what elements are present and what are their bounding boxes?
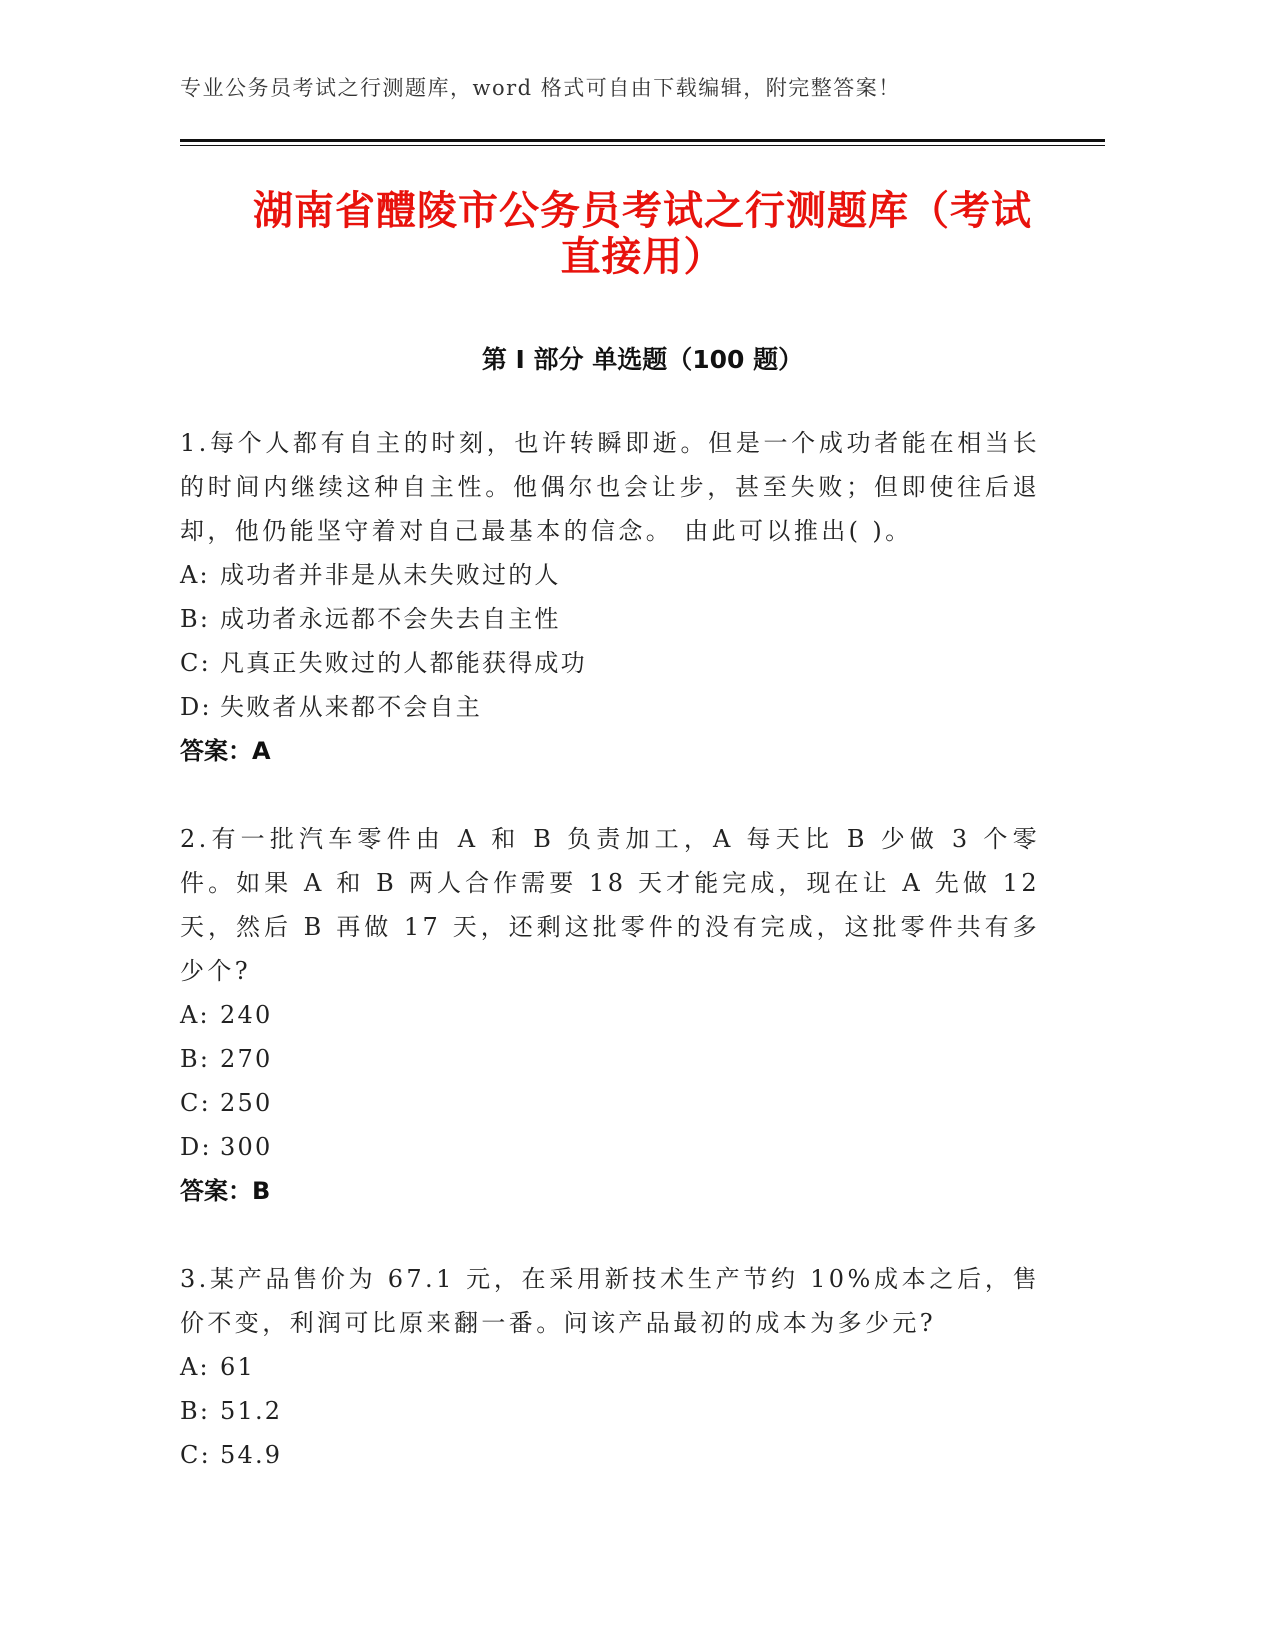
question-list xyxy=(180,421,1040,1521)
option-letter: B: xyxy=(180,1397,211,1425)
option-letter: D: xyxy=(180,1133,212,1161)
answer-label: 答案：B xyxy=(180,1177,271,1205)
option-letter: A: xyxy=(180,1001,210,1029)
option-d xyxy=(180,1125,1040,1169)
question-stem: 2.有一批汽车零件由 A 和 B 负责加工，A 每天比 B 少做 3 个零件。如果 A 和 B 两人合作需要 18 天才能完成，现在让 A 先做 12 天，然后 B 再做 17 天，还剩这批零件的没有完成，这批零件共有多少个? xyxy=(180,825,1040,985)
document-title xyxy=(160,188,1125,280)
option-text: 失败者从来都不会自主 xyxy=(220,693,482,721)
option-letter: B: xyxy=(180,605,211,633)
question-stem: 3.某产品售价为 67.1 元，在采用新技术生产节约 10%成本之后，售价不变，利润可比原来翻一番。问该产品最初的成本为多少元? xyxy=(180,1265,1040,1337)
option-text: 凡真正失败过的人都能获得成功 xyxy=(220,649,587,677)
option-letter: B: xyxy=(180,1045,211,1073)
option-b xyxy=(180,1389,1040,1433)
option-c xyxy=(180,1433,1040,1477)
question-2 xyxy=(180,817,1040,1213)
option-text: 成功者并非是从未失败过的人 xyxy=(220,561,561,589)
option-c xyxy=(180,641,1040,685)
option-text: 250 xyxy=(220,1089,273,1117)
option-text: 300 xyxy=(220,1133,273,1161)
option-a xyxy=(180,1345,1040,1389)
option-text: 54.9 xyxy=(220,1441,283,1469)
option-text: 51.2 xyxy=(220,1397,283,1425)
option-d xyxy=(180,685,1040,729)
option-c xyxy=(180,1081,1040,1125)
title-line-1: 湖南省醴陵市公务员考试之行测题库（考试 xyxy=(253,188,1032,234)
option-letter: A: xyxy=(180,561,210,589)
header-rule-thick xyxy=(180,139,1105,142)
option-text: 240 xyxy=(220,1001,273,1029)
section-title: 第 I 部分 单选题（100 题） xyxy=(481,345,804,374)
header-note: 专业公务员考试之行测题库，word 格式可自由下载编辑，附完整答案！ xyxy=(180,76,901,100)
title-line-2: 直接用） xyxy=(560,234,725,280)
question-3 xyxy=(180,1257,1040,1477)
option-b xyxy=(180,1037,1040,1081)
header-rule-thin xyxy=(180,145,1105,146)
question-stem: 1.每个人都有自主的时刻，也许转瞬即逝。但是一个成功者能在相当长的时间内继续这种自主性。他偶尔也会让步，甚至失败；但即使往后退却，他仍能坚守着对自己最基本的信念。 由此可以推出( )。 xyxy=(180,429,1040,545)
question-1 xyxy=(180,421,1040,773)
option-a xyxy=(180,553,1040,597)
option-letter: C: xyxy=(180,1089,211,1117)
option-letter: C: xyxy=(180,1441,211,1469)
option-letter: C: xyxy=(180,649,211,677)
option-a xyxy=(180,993,1040,1037)
option-text: 61 xyxy=(220,1353,255,1381)
option-text: 成功者永远都不会失去自主性 xyxy=(220,605,561,633)
option-letter: A: xyxy=(180,1353,210,1381)
option-text: 270 xyxy=(220,1045,273,1073)
answer-label: 答案：A xyxy=(180,737,271,765)
option-letter: D: xyxy=(180,693,212,721)
option-b xyxy=(180,597,1040,641)
